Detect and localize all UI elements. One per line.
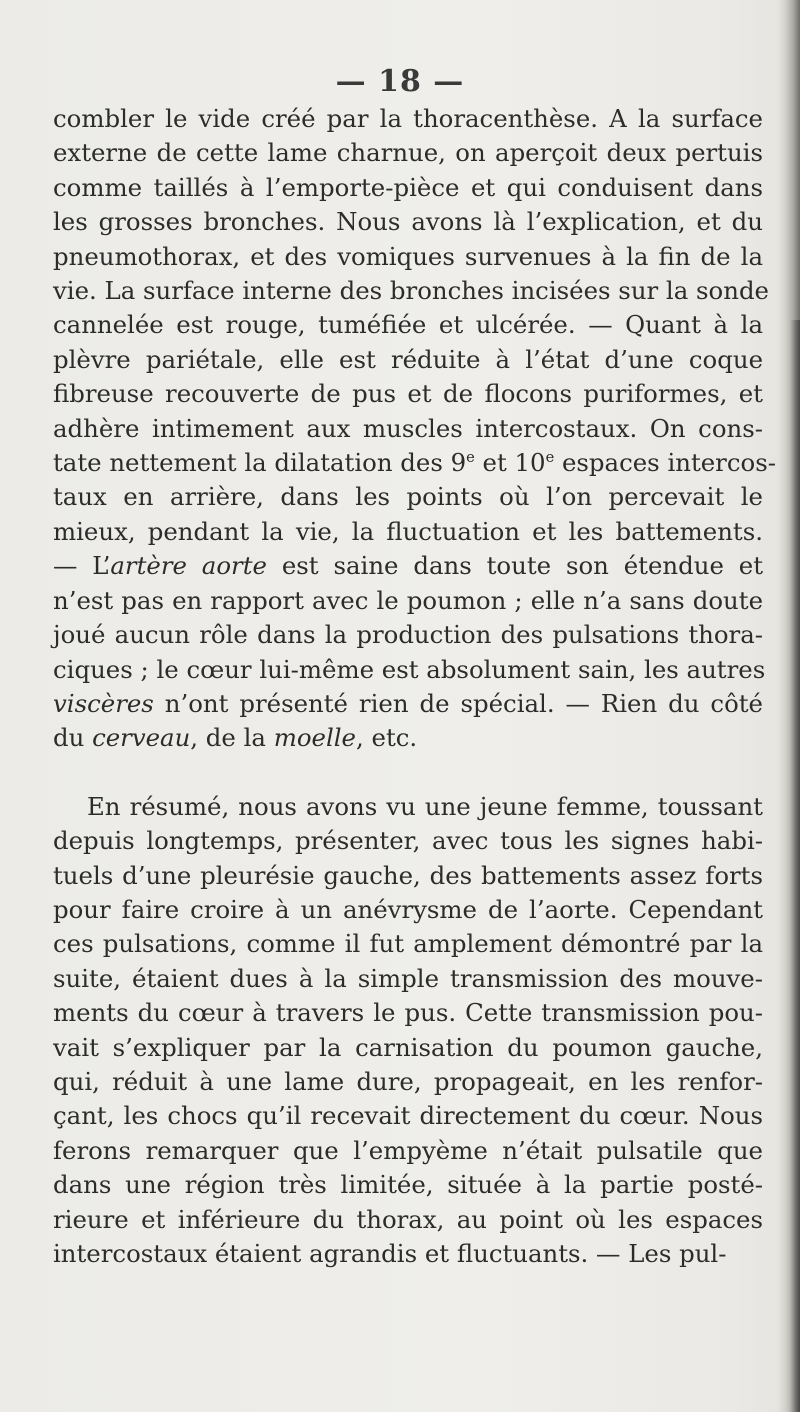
text-segment: combler le vide créé par la thoracenthèse. A la surface <box>53 104 763 133</box>
text-segment: n’ont présenté rien de spécial. — Rien du côté <box>153 688 763 718</box>
text-segment: qui, réduit à une lame dure, propageait, en les renfor- <box>53 1066 763 1096</box>
text-segment: intercostaux étaient agrandis et fluctuants. — Les pul- <box>53 1239 727 1268</box>
text-line <box>53 205 763 239</box>
text-line <box>53 308 763 342</box>
text-segment: ciques ; le cœur lui-même est absolument sain, les autres <box>53 654 766 684</box>
text-line <box>53 240 763 274</box>
text-segment: les grosses bronches. Nous avons là l’explication, et du <box>53 207 763 237</box>
text-segment: rieure et inférieure du thorax, au point où les espaces <box>53 1204 763 1234</box>
text-segment: suite, étaient dues à la simple transmission des mouve- <box>53 963 763 993</box>
page-body-text <box>53 102 776 1271</box>
text-segment: adhère intimement aux muscles intercostaux. On cons- <box>53 413 763 443</box>
text-line <box>53 171 763 205</box>
text-segment: , etc. <box>356 723 418 753</box>
page-edge-shadow <box>778 0 800 1412</box>
text-line <box>53 343 763 377</box>
text-line <box>53 377 763 411</box>
text-segment: taux en arrière, dans les points où l’on percevait le <box>53 482 763 512</box>
paragraph <box>53 790 763 1272</box>
text-line <box>53 1065 763 1099</box>
text-segment: et 10 <box>474 448 546 478</box>
page-number-header: — 18 — <box>335 64 465 99</box>
text-line <box>53 962 763 996</box>
text-line <box>53 721 763 755</box>
text-line <box>53 480 763 514</box>
paragraph-gap <box>53 756 763 790</box>
italic-term: cerveau <box>92 723 191 753</box>
text-segment: dans une région très limitée, située à la partie posté- <box>53 1170 763 1200</box>
text-line <box>53 653 766 687</box>
text-segment: plèvre pariétale, elle est réduite à l’état d’une coque <box>53 344 763 374</box>
text-segment: ments du cœur à travers le pus. Cette transmission pou- <box>53 998 763 1028</box>
text-segment: du <box>53 723 93 753</box>
text-segment: fibreuse recouverte de pus et de flocons puriformes, et <box>53 379 763 409</box>
italic-term: moelle <box>273 723 356 753</box>
text-line <box>53 584 763 618</box>
text-segment: , de la <box>190 723 274 753</box>
text-segment: depuis longtemps, présenter, avec tous les signes habi- <box>53 826 763 856</box>
text-line <box>53 893 763 927</box>
text-segment: comme taillés à l’emporte-pièce et qui conduisent dans <box>53 172 763 202</box>
italic-term: viscères <box>53 688 154 718</box>
text-line <box>53 102 763 136</box>
text-segment: mieux, pendant la vie, la fluctuation et les battements. <box>53 516 763 546</box>
text-segment: — L’ <box>53 551 111 581</box>
italic-term: artère aorte <box>110 551 267 581</box>
text-line <box>53 274 769 308</box>
text-line <box>53 618 763 652</box>
text-line <box>53 136 763 170</box>
text-line <box>53 824 763 858</box>
text-segment: est saine dans toute son étendue et <box>266 551 764 581</box>
text-segment: vie. La surface interne des bronches incisées sur la sonde <box>53 276 769 306</box>
text-segment: pour faire croire à un anévrysme de l’aorte. Cependant <box>53 894 763 924</box>
text-segment: çant, les chocs qu’il recevait directement du cœur. Nous <box>53 1101 763 1131</box>
text-line <box>53 859 763 893</box>
text-line <box>53 790 763 824</box>
text-line <box>53 412 763 446</box>
text-segment: tate nettement la dilatation des 9 <box>53 448 467 478</box>
text-segment: vait s’expliquer par la carnisation du poumon gauche, <box>53 1032 763 1062</box>
text-segment: espaces intercos- <box>554 448 776 478</box>
text-segment: tuels d’une pleurésie gauche, des battements assez forts <box>53 860 763 890</box>
text-line <box>53 1134 763 1168</box>
text-segment: ces pulsations, comme il fut amplement démontré par la <box>53 929 763 959</box>
text-segment: ferons remarquer que l’empyème n’était pulsatile que <box>53 1135 763 1165</box>
text-line <box>53 687 763 721</box>
text-line <box>53 1031 763 1065</box>
text-line <box>53 927 763 961</box>
text-line <box>53 515 763 549</box>
text-segment: externe de cette lame charnue, on aperçoit deux pertuis <box>53 138 763 168</box>
text-line <box>53 996 763 1030</box>
text-line <box>53 1168 763 1202</box>
superscript: e <box>466 448 475 466</box>
text-line <box>53 446 776 480</box>
text-segment: En résumé, nous avons vu une jeune femme, toussant <box>87 791 763 821</box>
text-segment: joué aucun rôle dans la production des pulsations thora- <box>53 620 763 650</box>
superscript: e <box>545 448 555 466</box>
text-segment: cannelée est rouge, tuméfiée et ulcérée. — Quant à la <box>53 310 763 340</box>
text-line <box>53 1099 763 1133</box>
text-line <box>53 1237 763 1271</box>
text-segment: pneumothorax, et des vomiques survenues à la fin de la <box>53 241 763 271</box>
text-segment: n’est pas en rapport avec le poumon ; elle n’a sans doute <box>53 585 763 615</box>
paragraph <box>53 102 776 756</box>
text-line <box>53 1203 763 1237</box>
text-line <box>53 549 763 583</box>
